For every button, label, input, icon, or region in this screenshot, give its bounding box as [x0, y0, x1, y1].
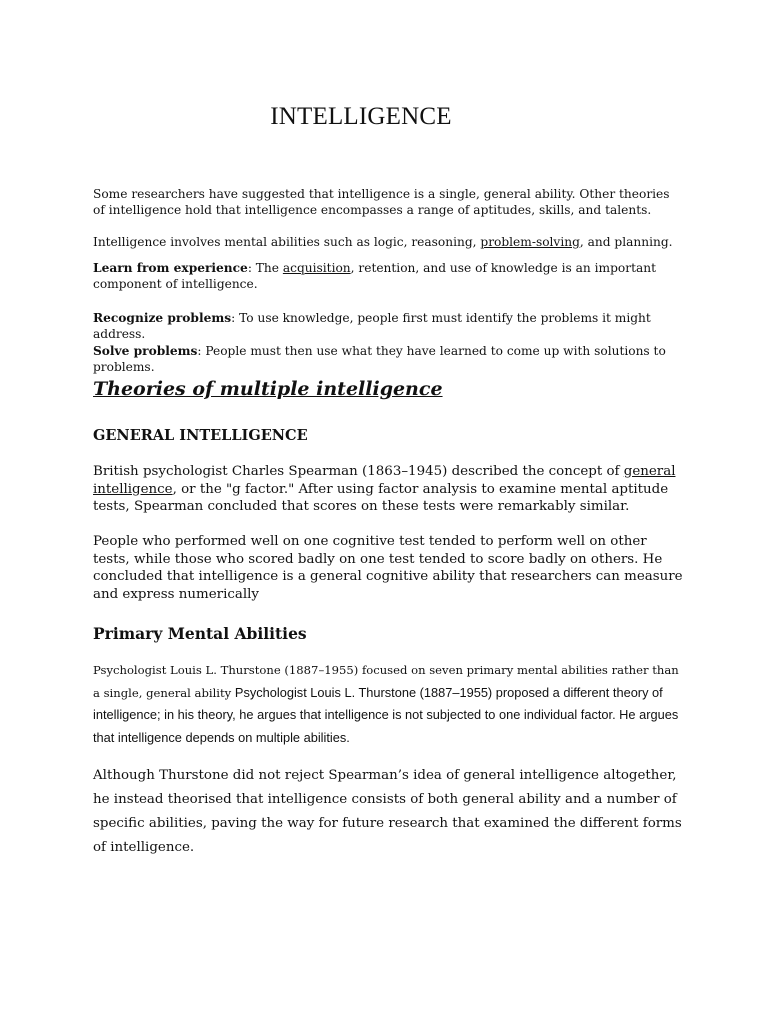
- spearman-paragraph: [93, 463, 683, 516]
- abilities-paragraph: [93, 234, 683, 250]
- solve-paragraph: [93, 343, 683, 375]
- thurstone-paragraph: [93, 659, 683, 749]
- thurstone-spearman-paragraph: Although Thurstone did not reject Spearman’s idea of general intelligence altogether, he instead theorised that intelligence consists of both general ability and a number of specific abilities, paving the way for future research that examined the different forms of intelligence.: [93, 768, 682, 855]
- theories-heading: Theories of multiple intelligence: [93, 378, 443, 400]
- spearman-text-after: , or the "g factor." After using factor analysis to examine mental aptitude tests, Spearman concluded that scores on these tests were remarkably similar.: [93, 481, 669, 514]
- abilities-text-after: , and planning.: [579, 235, 673, 249]
- general-intelligence-heading: GENERAL INTELLIGENCE: [93, 427, 308, 444]
- spearman-text-before: British psychologist Charles Spearman (1863–1945) described the concept of: [93, 464, 624, 479]
- learn-text-before: : The: [247, 261, 283, 275]
- recognize-paragraph: [93, 310, 683, 342]
- general-intelligence-link[interactable]: general intelligence: [93, 464, 676, 497]
- abilities-text-before: Intelligence involves mental abilities such as logic, reasoning,: [93, 235, 481, 249]
- learn-paragraph: [93, 260, 683, 292]
- learn-text-after: , retention, and use of knowledge is an important component of intelligence.: [93, 261, 656, 291]
- intro-paragraph: Some researchers have suggested that intelligence is a single, general ability. Other theories of intelligence hold that intelligence encompasses a range of aptitudes, skills, and talents.: [93, 187, 670, 217]
- acquisition-link[interactable]: acquisition: [282, 261, 351, 275]
- problem-solving-link[interactable]: problem-solving: [480, 235, 580, 249]
- thurstone-serif-text: Psychologist Louis L. Thurstone (1887–1955) focused on seven primary mental abilities rather than a single, general ability: [93, 663, 679, 700]
- document-title: INTELLIGENCE: [270, 103, 452, 130]
- recognize-term: Recognize problems: [93, 311, 232, 325]
- thurstone-sans-text: Psychologist Louis L. Thurstone (1887–1955) proposed a different theory of intelligence; in his theory, he argues that intelligence is not subjected to one individual factor. He argues that intelligence depends on multiple abilities.: [93, 684, 679, 745]
- solve-term: Solve problems: [93, 344, 198, 358]
- learn-term: Learn from experience: [93, 261, 248, 275]
- cognitive-test-paragraph: People who performed well on one cognitive test tended to perform well on other tests, while those who scored badly on one test tended to score badly on others. He concluded that intelligence is a general cognitive ability that researchers can measure and express numerically: [93, 534, 683, 602]
- solve-text: : People must then use what they have learned to come up with solutions to problems.: [93, 344, 666, 374]
- recognize-text: : To use knowledge, people first must identify the problems it might address.: [93, 311, 651, 341]
- primary-mental-abilities-heading: Primary Mental Abilities: [93, 624, 307, 643]
